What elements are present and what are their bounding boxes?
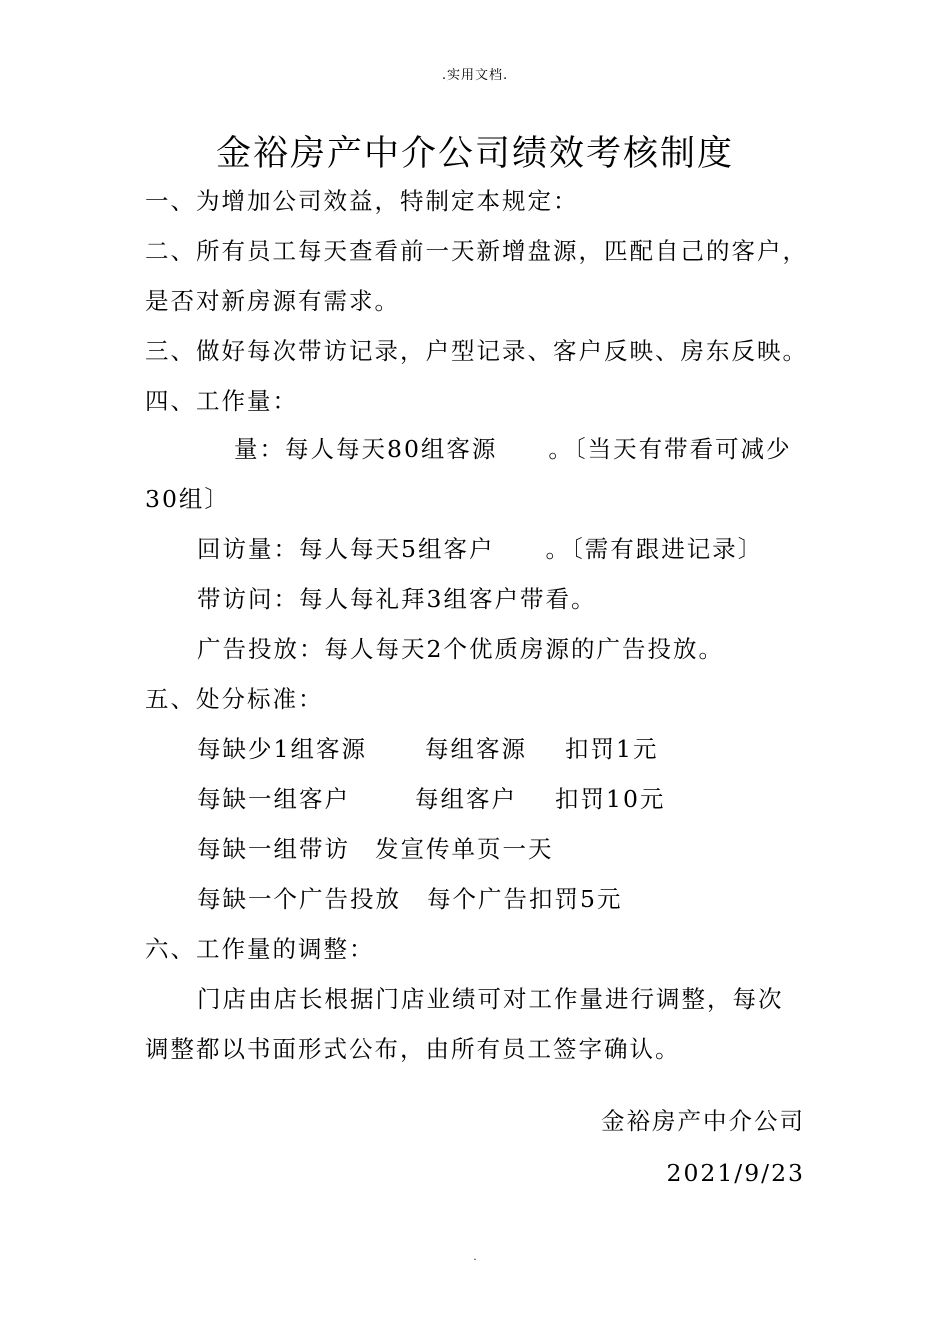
section-2-line-2: 是否对新房源有需求。 xyxy=(145,287,400,315)
penalty-unit: 每个广告扣罚5元 xyxy=(427,885,623,913)
document-title: 金裕房产中介公司绩效考核制度 xyxy=(215,134,734,174)
signature-date: 2021/9/23 xyxy=(666,1159,805,1187)
section-6-line-1: 门店由店长根据门店业绩可对工作量进行调整，每次 xyxy=(197,985,784,1013)
penalty-unit: 每组客源 xyxy=(425,735,527,763)
section-3: 三、做好每次带访记录，户型记录、客户反映、房东反映。 xyxy=(145,337,808,365)
penalty-amount: 扣罚10元 xyxy=(555,785,666,813)
workload-item-2: 回访量：每人每天5组客户 。〔需有跟进记录〕 xyxy=(197,535,764,563)
section-1: 一、为增加公司效益，特制定本规定： xyxy=(145,187,579,215)
penalty-condition: 每缺一组带访 xyxy=(197,835,350,863)
workload-item-1-line-2: 30组〕 xyxy=(145,485,230,513)
workload-item-1-line-1: 量：每人每天80组客源 。〔当天有带看可减少 xyxy=(234,435,792,463)
section-6-heading: 六、工作量的调整： xyxy=(145,935,375,963)
footer-mark: . xyxy=(473,1252,477,1263)
section-5-heading: 五、处分标准： xyxy=(145,685,324,713)
section-6-line-2: 调整都以书面形式公布，由所有员工签字确认。 xyxy=(145,1035,681,1063)
penalty-condition: 每缺少1组客源 xyxy=(197,735,367,763)
section-2-line-1: 二、所有员工每天查看前一天新增盘源，匹配自己的客户， xyxy=(145,237,808,265)
penalty-unit: 发宣传单页一天 xyxy=(375,835,554,863)
penalty-unit: 每组客户 xyxy=(415,785,517,813)
signature-company: 金裕房产中介公司 xyxy=(601,1107,805,1135)
header-note: .实用文档. xyxy=(441,68,509,83)
penalty-condition: 每缺一个广告投放 xyxy=(197,885,401,913)
section-4-heading: 四、工作量： xyxy=(145,387,298,415)
workload-item-4: 广告投放：每人每天2个优质房源的广告投放。 xyxy=(197,635,724,663)
penalty-amount: 扣罚1元 xyxy=(565,735,659,763)
penalty-condition: 每缺一组客户 xyxy=(197,785,350,813)
workload-item-3: 带访问：每人每礼拜3组客户带看。 xyxy=(197,585,597,613)
